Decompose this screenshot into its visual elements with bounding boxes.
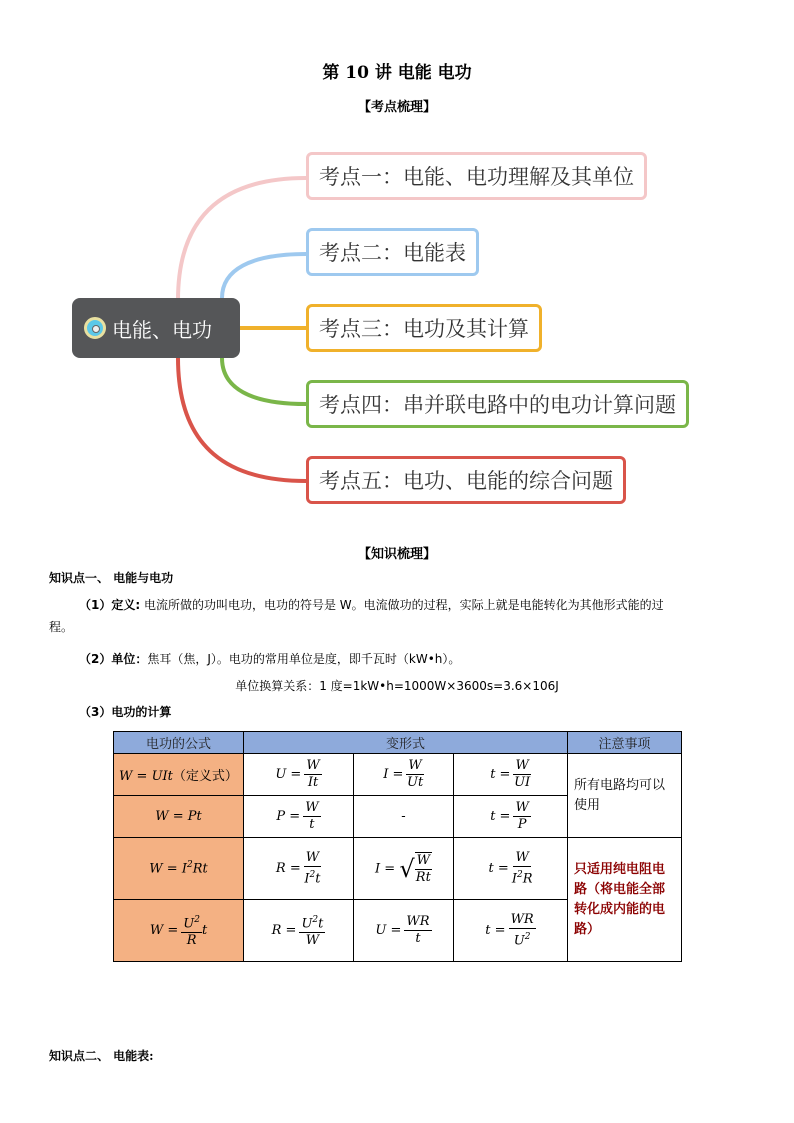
connector-4 [222,358,306,404]
target-icon [84,317,106,339]
knowledge-point-2-heading: 知识点二、 电能表: [49,1049,154,1063]
header-formula: 电功的公式 [114,732,244,754]
header-variants: 变形式 [244,732,568,754]
mindmap-node-label: 考点五：电功、电能的综合问题 [319,469,613,493]
variant-dash: - [354,796,454,838]
variant-t1: t = $\frac{W}{UI}$ [454,754,568,796]
variant-t3: t = $\frac{W}{I^2R}$ [454,838,568,900]
mindmap-node-4 [306,380,689,428]
variant-u: U = $\frac{W}{It}$ [244,754,354,796]
mindmap-node-2 [306,228,479,276]
calc-heading [79,701,171,723]
variant-t2: t = $\frac{W}{P}$ [454,796,568,838]
mindmap-node-label: 考点二：电能表 [319,241,466,265]
page-title: 第 10 讲 电能 电功 [322,63,472,83]
mindmap-node-1 [306,152,647,200]
variant-r1: R = $\frac{W}{I^2t}$ [244,838,354,900]
variant-u2: U = $\frac{WR}{t}$ [354,900,454,962]
variant-t4: t = $\frac{WR}{U^2}$ [454,900,568,962]
connector-1 [178,178,306,300]
definition-note: （定义式） [172,769,238,784]
mindmap-node-label: 考点四：串并联电路中的电功计算问题 [319,393,676,417]
variant-i-sqrt: I = √ $\frac{W}{Rt}$ [354,838,454,900]
formula-table [113,731,682,962]
section-heading-knowledge: 【知识梳理】 [357,547,436,562]
paragraph-unit [79,648,759,670]
knowledge-point-1-heading: 知识点一、 电能与电功 [49,571,174,585]
formula-w-pt: W = Pt [114,796,244,838]
mindmap-node-5 [306,456,626,504]
formula-w-uit: W = UIt（定义式） [114,754,244,796]
mindmap-root-label: 电能、电功 [112,317,212,342]
header-notes: 注意事项 [568,732,682,754]
unit-conversion: 单位换算关系：1 度=1kW•h=1000W×3600s=3.6×106J [235,679,559,693]
note-all-circuits: 所有电路均可以使用 [568,754,682,838]
definition-label: （1）定义: [79,598,141,612]
mindmap-node-label: 考点三：电功及其计算 [319,317,529,341]
connector-5 [178,358,306,481]
variant-i: I = $\frac{W}{Ut}$ [354,754,454,796]
paragraph-definition [49,594,749,638]
definition-text-cont: 程。 [49,620,74,634]
variant-p: P = $\frac{W}{t}$ [244,796,354,838]
unit-text: 焦耳（焦，J）。电功的常用单位是度，即千瓦时（kW•h）。 [147,652,461,666]
mindmap-node-3 [306,304,542,352]
formula-w-u2rt: W = $\frac{U^2}{R}$ t [114,900,244,962]
mindmap-node-label: 考点一：电能、电功理解及其单位 [319,165,634,189]
formula-w-i2rt: $W = I^2Rt$ [114,838,244,900]
definition-text: 电流所做的功叫电功，电功的符号是 W。电流做功的过程，实际上就是电能转化为其他形式能的过 [140,598,664,612]
section-heading-exam-points: 【考点梳理】 [357,100,436,115]
unit-label: （2）单位： [79,652,148,666]
variant-r2: R = $\frac{U^2t}{W}$ [244,900,354,962]
note-pure-resistive: 只适用纯电阻电路（将电能全部转化成内能的电路） [568,838,682,962]
connector-2 [222,254,306,298]
calc-heading-label: （3）电功的计算 [79,705,172,719]
mindmap-root [72,298,240,358]
